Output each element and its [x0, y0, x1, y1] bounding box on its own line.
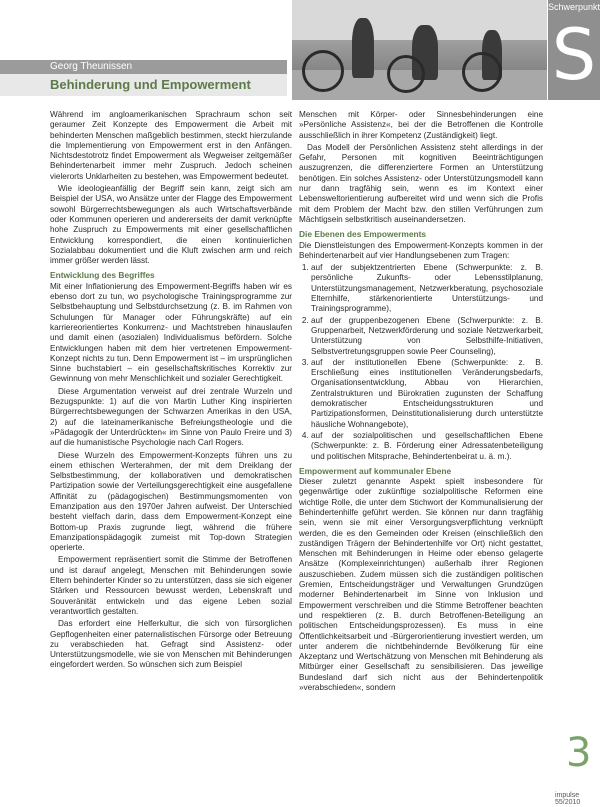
- top-blank-area: [0, 0, 292, 58]
- paragraph: Die Dienstleistungen des Empowerment-Konzepts kommen in der Behindertenarbeit auf vier Handlungsebenen zum Tragen:: [299, 240, 543, 260]
- paragraph: Während im angloamerikanischen Sprachraum schon seit geraumer Zeit Konzepte des Empowerment die Arbeit mit behinderten Menschen maßgeblich bestimmen, steckt hierzulande die Implementierung von Empowerment erst in den Anfängen. Nichtsdestotrotz findet Empowerment als Wegweiser zeitgemäßer Behindertenarbeit immer mehr Zuspruch. Jedoch scheinen vielerorts Unklarheiten zu bestehen, was Empowerment bedeutet.: [50, 110, 292, 181]
- header-photo: [292, 0, 547, 100]
- text-column-right: [299, 110, 543, 695]
- wheelchair-wheel-icon: [302, 50, 344, 92]
- article-title: Behinderung und Empowerment: [0, 74, 287, 96]
- paragraph: Das Modell der Persönlichen Assistenz steht allerdings in der Gefahr, Personen mit kognitiven Beeinträchtigungen auszugrenzen, die differenziertere Formen an Unterstützung benötigen. Ein solches Assistenz- oder Unterstützungsmodell kann nur dann tragfähig sein, wenn es im Kontext einer Lebensweltorientierung aufbereitet wird und wenn sich die Profis mit dem Problem der Macht bzw. den stillen Verführungen zum Mächtigsein selbstkritisch auseinandersetzen.: [299, 142, 543, 224]
- paragraph: Diese Argumentation verweist auf drei zentrale Wurzeln und Bezugspunkte: 1) auf die von Martin Luther King inspirierten Bürgerrechtsbewegungen der Schwarzen Amerikas in den USA, 2) auf die lateinamerikanische Befreiungstheologie und die »Pädagogik der Unterdrückten« im Sinne von Paulo Freire und 3) auf die humanistische Psychologie nach Carl Rogers.: [50, 386, 292, 448]
- section-letter: S: [551, 14, 597, 96]
- wheelchair-wheel-icon: [387, 55, 425, 93]
- paragraph: Diese Wurzeln des Empowerment-Konzepts führen uns zu einem ethischen Werterahmen, der mit dem Dreiklang der Selbstbestimmung, der kollaborativen und demokratischen Partizipation sowie der Verteilungsgerechtigkeit eine ausgefallene Affinität zu (pädagogischen) Bestimmungsmomenten von Emanzipation aus den 1970er Jahren aufweist. Der Unterschied besteht vielfach darin, dass dem Empowerment-Konzept eine Bottom-up Praxis zugrunde liegt, während die frühere Emanzipationspädagogik zumeist mit Top-down Strategien operierte.: [50, 450, 292, 553]
- levels-list: [299, 263, 543, 462]
- paragraph: Dieser zuletzt genannte Aspekt spielt insbesondere für gegenwärtige oder zukünftige sozialpolitische Reformen eine wichtige Rolle, die unter dem Stichwort der Kommunalisierung der Behindertenhilfe geführt werden. Sie können nur dann tragfähig sein, wenn sie mit einer Versorgungsverpflichtung verknüpft werden, die es den Gemeinden oder Kreisen (einschließlich den zuständigen Trägern der Behindertenhilfe vor Ort) nicht gestattet, Menschen mit Behinderungen in Heime oder ebenso gelagerte Ansätze (Komplexeinrichtungen) außerhalb ihrer Regionen auszuschieben. Zudem müssen sich die zuständigen politischen Gremien, Entscheidungsträger und Verwaltungen Grundzügen moderner Behindertenarbeit im Sinne von Inklusion und Empowerment verschreiben und die Stimme Betroffener beachten und respektieren (z. B. durch Betroffenen-Beteiligung an politischen Entscheidungsprozessen). Es muss in eine Öffentlichkeitsarbeit und -Bürgerorientierung investiert werden, um unter anderem die nichtbehindernde Bevölkerung für eine Akzeptanz und Wertschätzung von Menschen mit Behinderung als Mitbürger einer Gesellschaft zu sensibilisieren. Das jeweilige Bundesland darf sich nicht aus der Behindertenpolitik »verabschieden«, sondern: [299, 477, 543, 693]
- photo-person-1: [352, 18, 374, 78]
- paragraph: Menschen mit Körper- oder Sinnesbehinderungen eine »Persönliche Assistenz«, bei der die Betroffenen die Kontrolle ausschließlich in ihrer Kompetenz (Zuständigkeit) liegt.: [299, 110, 543, 140]
- journal-footer: impulse 55/2010: [555, 792, 581, 806]
- wheelchair-wheel-icon: [462, 52, 502, 92]
- author-bar: Georg Theunissen: [0, 60, 287, 74]
- list-item: 3. auf der institutionellen Ebene (Schwerpunkte: z. B. Erschließung eines institutionellen Veränderungsbedarfs, Organisationsentwicklung, Abbau von Hierarchien, Zentralstrukturen und Bürokratien zugunsten der Schaffung demokratischer Entscheidungsstrukturen und Partizipationsformen, Deinstitutionalisierung durch unterstützte häusliche Wohnangebote),: [311, 358, 543, 430]
- list-item: 1. auf der subjektzentrierten Ebene (Schwerpunkte: z. B. persönliche Zukunfts- oder Lebensstilplanung, Unterstützungsmanagement, Netzwerkberatung, psychosoziale Elternhilfe, stärkenorientierte Unterstützungs- und Trainingsprogramme),: [311, 263, 543, 314]
- subheading: Die Ebenen des Empowerments: [299, 229, 427, 240]
- paragraph: Das erfordert eine Helferkultur, die sich von fürsorglichen Gepflogenheiten einer paternalistischen Fürsorge oder Betreuung zu verabschieden hat. Gefragt sind Assistenz- oder Unterstützungsmodelle, wie sie von Menschen mit Behinderungen eingefordert werden. So wünschen sich zum Beispiel: [50, 619, 292, 670]
- paragraph: Mit einer Inflationierung des Empowerment-Begriffs haben wir es ebenso dort zu tun, wo psychologische Trainingsprogramme zur Selbstbehauptung und Selbstdurchsetzung (z. B. im Rahmen von Schulungen für Manager oder Führungskräfte) auf ein karriereorientiertes Konkurrenz- und Machtstreben hinauslaufen und damit einen (asozialen) Individualismus befördern. Solche Entwicklungen haben mit dem hier vertretenen Empowerment-Konzept nichts zu tun. Denn Empowerment ist – im ursprünglichen Sinne buchstabiert – ein gesellschaftskritisches Korrektiv zur Gewinnung von mehr Menschlichkeit und sozialer Gerechtigkeit.: [50, 281, 292, 384]
- paragraph: Empowerment repräsentiert somit die Stimme der Betroffenen und ist darauf angelegt, Menschen mit Behinderungen sowie Eltern behinderter Kinder so zu unterstützen, dass sie sich eigener Stärken und Ressourcen bewusst werden, Lebenskraft und Souveränität entwickeln und das eigene Leben sozial verantwortlich gestalten.: [50, 555, 292, 616]
- subheading: Entwicklung des Begriffes: [50, 270, 155, 281]
- paragraph: Wie ideologieanfällig der Begriff sein kann, zeigt sich am Beispiel der USA, wo Ansätze unter der Flagge des Empowerment sowohl Bürgerrechtsbewegungen als auch Wirtschaftsverbände oder Kommunen operieren und andererseits der damit verknüpfte hohe Zuspruch zu Empowerments mit einer gesellschaftlichen Entwicklung korrespondiert, die einen kontinuierlichen Sozialabbau dokumentiert und die Kluft zwischen arm und reich immer größer werden lässt.: [50, 184, 292, 266]
- list-item: 2. auf der gruppenbezogenen Ebene (Schwerpunkte: z. B. Gruppenarbeit, Netzwerkförderung und soziale Netzwerkarbeit, Unterstützung von Selbsthilfe-Initiativen, Selbstvertretungsgruppen sowie Peer Counseling),: [311, 316, 543, 357]
- subheading: Empowerment auf kommunaler Ebene: [299, 465, 452, 476]
- page-number: 3: [566, 730, 592, 776]
- list-item: 4. auf der sozialpolitischen und gesellschaftlichen Ebene (Schwerpunkte: z. B. Förderung einer Adressatenbeteiligung und politischen Mitsprache, Behindertenbeirat u. ä. m.).: [311, 431, 543, 462]
- section-label: Schwerpunkt: [548, 2, 600, 12]
- text-column-left: [50, 110, 292, 673]
